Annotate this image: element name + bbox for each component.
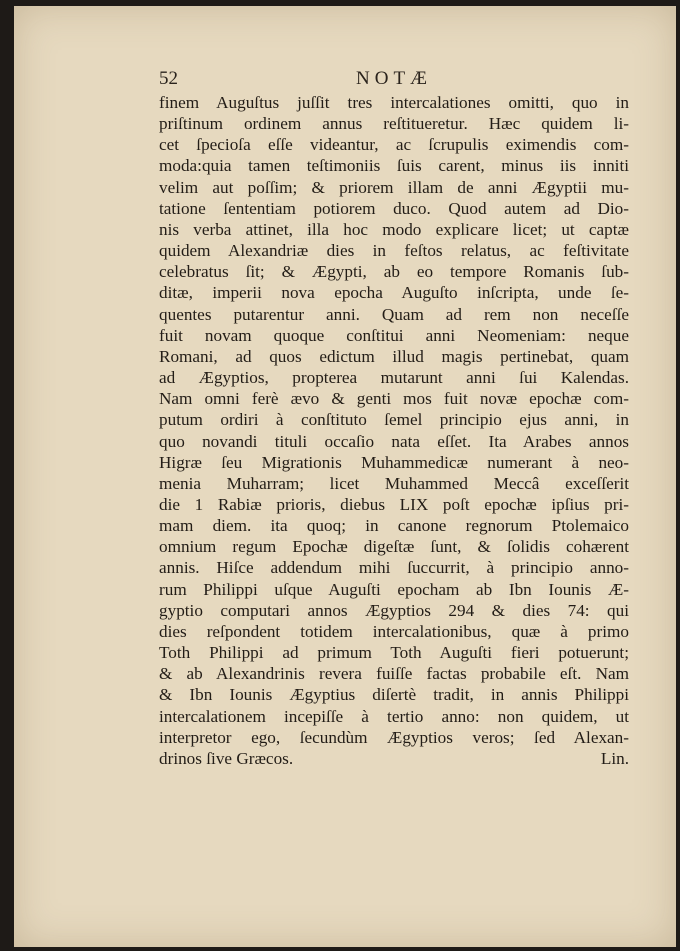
- page-number: 52: [159, 68, 178, 89]
- running-head: NOTÆ: [356, 68, 432, 89]
- text-line: celebratus ſit; & Ægypti, ab eo tempore Romanis ſub-: [159, 262, 629, 282]
- body-text: [159, 92, 629, 769]
- text-line: velim aut poſſim; & priorem illam de anni Ægyptii mu-: [159, 177, 629, 197]
- text-line: Higræ ſeu Migrationis Muhammedicæ numerant à neo-: [159, 452, 629, 472]
- text-line: & ab Alexandrinis revera fuiſſe factas probabile eſt. Nam: [159, 664, 629, 684]
- text-line: priſtinum ordinem annus reſtitueretur. Hæc quidem li-: [159, 114, 629, 134]
- text-line: moda:quia tamen teſtimoniis ſuis carent, minus iis inniti: [159, 156, 629, 176]
- text-line: omnium regum Epochæ digeſtæ ſunt, & ſolidis cohærent: [159, 537, 629, 557]
- text-line: putum ordiri à conſtituto ſemel principio ejus anni, in: [159, 410, 629, 430]
- text-line: fuit novam quoque conſtitui anni Neomeniam: neque: [159, 325, 629, 345]
- text-line: menia Muharram; licet Muhammed Meccâ exceſſerit: [159, 473, 629, 493]
- text-line: & Ibn Iounis Ægyptius diſertè tradit, in annis Philippi: [159, 685, 629, 705]
- text-line: Nam omni ferè ævo & genti mos fuit novæ epochæ com-: [159, 389, 629, 409]
- text-line: rum Philippi uſque Auguſti epocham ab Ibn Iounis Æ-: [159, 579, 629, 599]
- book-page: [14, 6, 676, 947]
- catchword: Lin.: [600, 748, 629, 768]
- text-line: ad Ægyptios, propterea mutarunt anni ſui Kalendas.: [159, 368, 629, 388]
- text-line: interpretor ego, ſecundùm Ægyptios veros; ſed Alexan-: [159, 727, 629, 747]
- text-line: tatione ſententiam potiorem duco. Quod autem ad Dio-: [159, 198, 629, 218]
- text-line: nis verba attinet, illa hoc modo explicare licet; ut captæ: [159, 219, 629, 239]
- text-line: Toth Philippi ad primum Toth Auguſti fieri potuerunt;: [159, 643, 629, 663]
- text-line: quo novandi tituli occaſio nata eſſet. Ita Arabes annos: [159, 431, 629, 451]
- last-row: [159, 748, 629, 769]
- text-line: die 1 Rabiæ prioris, diebus LIX poſt epochæ ipſius pri-: [159, 494, 629, 514]
- text-line: finem Auguſtus juſſit tres intercalationes omitti, quo in: [159, 93, 629, 112]
- text-line: dies reſpondent totidem intercalationibus, quæ à primo: [159, 621, 629, 641]
- text-line: mam diem. ita quoq; in canone regnorum Ptolemaico: [159, 516, 629, 536]
- text-line: gyptio computari annos Ægyptios 294 & dies 74: qui: [159, 600, 629, 620]
- text-line: annis. Hiſce addendum mihi ſuccurrit, à principio anno-: [159, 558, 629, 578]
- text-line: drinos ſive Græcos.: [159, 748, 294, 768]
- text-line: cet ſpecioſa eſſe videantur, ac ſcrupulis eximendis com-: [159, 135, 629, 155]
- text-line: intercalationem incepiſſe à tertio anno: non quidem, ut: [159, 706, 629, 726]
- text-line: quidem Alexandriæ dies in feſtos relatus, ac feſtivitate: [159, 241, 629, 261]
- text-line: ditæ, imperii nova epocha Auguſto inſcripta, unde ſe-: [159, 283, 629, 303]
- text-line: quentes putarentur anni. Quam ad rem non neceſſe: [159, 304, 629, 324]
- text-line: Romani, ad quos edictum illud magis pertinebat, quam: [159, 346, 629, 366]
